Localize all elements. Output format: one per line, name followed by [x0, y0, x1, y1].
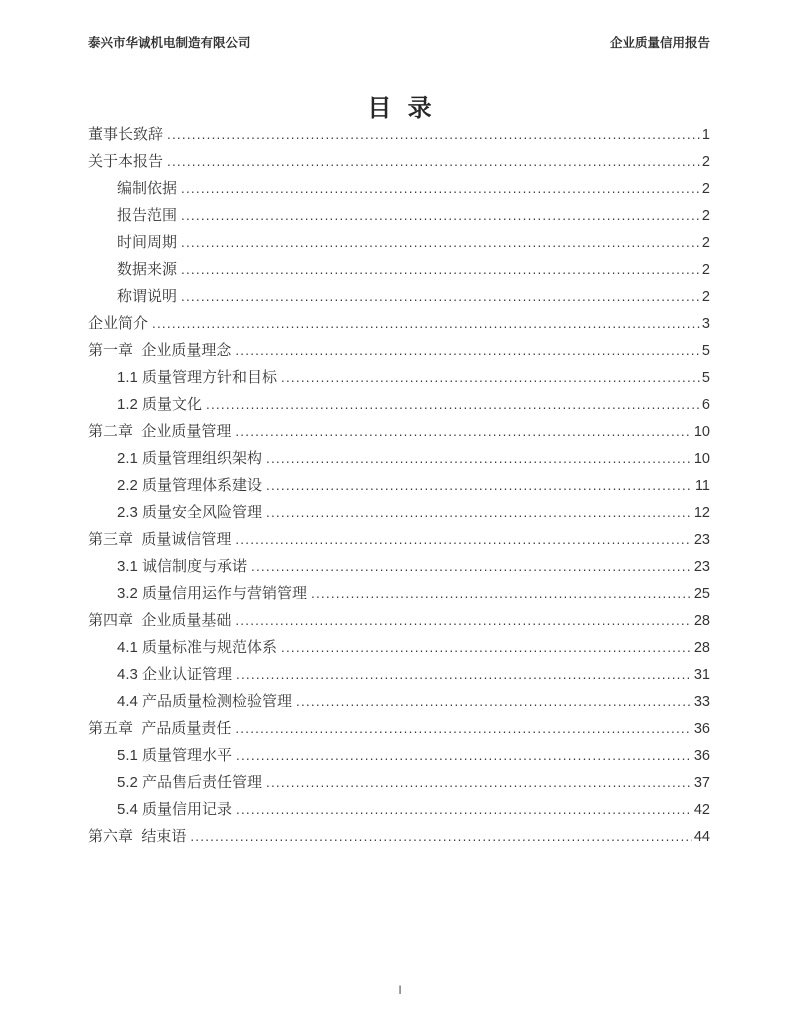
toc-entry[interactable] — [88, 580, 710, 607]
toc-entry-label: 3.2 质量信用运作与营销管理 — [117, 585, 308, 602]
toc-title: 目 录 — [367, 95, 433, 122]
toc-entry-label: 第五章 产品质量责任 — [88, 720, 232, 737]
toc-entry-page: 36 — [693, 721, 710, 737]
toc-leader-dots — [236, 796, 692, 823]
toc-leader-dots — [235, 337, 700, 364]
toc-entry-page: 11 — [694, 478, 710, 494]
toc-leader-dots — [181, 283, 700, 310]
toc-entry-label: 1.1 质量管理方针和目标 — [117, 369, 278, 386]
toc-leader-dots — [251, 553, 692, 580]
toc-entry-page: 37 — [693, 775, 710, 791]
toc-leader-dots — [266, 499, 692, 526]
toc-entry[interactable] — [88, 688, 710, 715]
toc-entry-page: 10 — [693, 451, 710, 467]
footer-page-number: I — [398, 983, 402, 997]
toc-leader-dots — [181, 175, 700, 202]
toc-leader-dots — [266, 472, 693, 499]
toc-entry-label: 5.1 质量管理水平 — [117, 747, 233, 764]
toc-leader-dots — [206, 391, 700, 418]
toc-entry-page: 2 — [701, 235, 710, 251]
toc-entry-label: 3.1 诚信制度与承诺 — [117, 558, 248, 575]
toc-entry-page: 28 — [693, 613, 710, 629]
header-company-name: 泰兴市华诚机电制造有限公司 — [88, 36, 251, 50]
toc-entry-label: 5.4 质量信用记录 — [117, 801, 233, 818]
toc-list — [88, 121, 710, 850]
toc-entry[interactable] — [88, 148, 710, 175]
toc-leader-dots — [311, 580, 692, 607]
toc-entry-page: 2 — [701, 208, 710, 224]
toc-entry-page: 2 — [701, 181, 710, 197]
toc-entry-label: 4.3 企业认证管理 — [117, 666, 233, 683]
toc-entry[interactable] — [88, 229, 710, 256]
toc-leader-dots — [235, 418, 692, 445]
header-report-title: 企业质量信用报告 — [609, 36, 710, 50]
toc-entry[interactable] — [88, 337, 710, 364]
toc-entry-label: 数据来源 — [117, 261, 178, 278]
toc-entry-page: 25 — [693, 586, 710, 602]
toc-entry-page: 5 — [701, 370, 710, 386]
toc-entry-label: 编制依据 — [117, 180, 178, 197]
toc-entry[interactable] — [88, 391, 710, 418]
toc-entry[interactable] — [88, 418, 710, 445]
toc-entry[interactable] — [88, 121, 710, 148]
toc-entry[interactable] — [88, 634, 710, 661]
toc-leader-dots — [266, 445, 692, 472]
toc-leader-dots — [236, 742, 692, 769]
toc-leader-dots — [181, 256, 700, 283]
toc-entry-label: 第六章 结束语 — [88, 828, 187, 845]
toc-entry-page: 33 — [693, 694, 710, 710]
toc-entry-label: 关于本报告 — [88, 153, 164, 170]
toc-leader-dots — [152, 310, 700, 337]
toc-entry[interactable] — [88, 472, 710, 499]
toc-entry[interactable] — [88, 661, 710, 688]
toc-leader-dots — [181, 229, 700, 256]
toc-entry[interactable] — [88, 202, 710, 229]
toc-entry-page: 23 — [693, 532, 710, 548]
toc-entry-page: 2 — [701, 262, 710, 278]
toc-entry-page: 2 — [701, 289, 710, 305]
toc-entry[interactable] — [88, 796, 710, 823]
toc-leader-dots — [296, 688, 692, 715]
page-header — [88, 33, 710, 51]
toc-entry-page: 5 — [701, 343, 710, 359]
toc-entry[interactable] — [88, 715, 710, 742]
toc-leader-dots — [235, 607, 692, 634]
toc-entry[interactable] — [88, 526, 710, 553]
toc-entry[interactable] — [88, 445, 710, 472]
toc-entry-label: 5.2 产品售后责任管理 — [117, 774, 263, 791]
toc-entry-page: 12 — [693, 505, 710, 521]
toc-entry-page: 1 — [701, 127, 710, 143]
toc-leader-dots — [236, 661, 692, 688]
toc-entry-label: 企业简介 — [88, 315, 149, 332]
toc-entry[interactable] — [88, 499, 710, 526]
toc-entry[interactable] — [88, 256, 710, 283]
toc-entry[interactable] — [88, 175, 710, 202]
toc-entry-page: 10 — [693, 424, 710, 440]
toc-entry-label: 第一章 企业质量理念 — [88, 342, 232, 359]
toc-entry-page: 28 — [693, 640, 710, 656]
toc-leader-dots — [281, 634, 692, 661]
toc-entry-page: 2 — [701, 154, 710, 170]
toc-leader-dots — [235, 715, 692, 742]
toc-entry[interactable] — [88, 553, 710, 580]
toc-entry-page: 3 — [701, 316, 710, 332]
toc-entry[interactable] — [88, 364, 710, 391]
toc-entry-label: 2.3 质量安全风险管理 — [117, 504, 263, 521]
page-footer — [0, 983, 800, 997]
toc-leader-dots — [281, 364, 700, 391]
toc-entry-label: 2.2 质量管理体系建设 — [117, 477, 263, 494]
toc-entry-label: 称谓说明 — [117, 288, 178, 305]
toc-entry[interactable] — [88, 742, 710, 769]
toc-entry-label: 时间周期 — [117, 234, 178, 251]
toc-leader-dots — [235, 526, 692, 553]
toc-entry-label: 4.4 产品质量检测检验管理 — [117, 693, 293, 710]
toc-entry-label: 4.1 质量标准与规范体系 — [117, 639, 278, 656]
toc-entry-label: 第二章 企业质量管理 — [88, 423, 232, 440]
toc-entry-page: 31 — [693, 667, 710, 683]
toc-leader-dots — [190, 823, 692, 850]
toc-entry[interactable] — [88, 310, 710, 337]
toc-leader-dots — [167, 148, 700, 175]
toc-entry-label: 2.1 质量管理组织架构 — [117, 450, 263, 467]
toc-entry-page: 42 — [693, 802, 710, 818]
toc-entry[interactable] — [88, 607, 710, 634]
toc-entry-label: 1.2 质量文化 — [117, 396, 203, 413]
toc-leader-dots — [181, 202, 700, 229]
toc-entry-label: 第四章 企业质量基础 — [88, 612, 232, 629]
toc-entry-label: 报告范围 — [117, 207, 178, 224]
toc-entry[interactable] — [88, 769, 710, 796]
toc-entry-label: 第三章 质量诚信管理 — [88, 531, 232, 548]
toc-entry-label: 董事长致辞 — [88, 126, 164, 143]
toc-leader-dots — [167, 121, 700, 148]
toc-entry-page: 44 — [693, 829, 710, 845]
toc-entry[interactable] — [88, 283, 710, 310]
toc-entry[interactable] — [88, 823, 710, 850]
toc-entry-page: 6 — [701, 397, 710, 413]
toc-entry-page: 36 — [693, 748, 710, 764]
toc-leader-dots — [266, 769, 692, 796]
toc-entry-page: 23 — [693, 559, 710, 575]
